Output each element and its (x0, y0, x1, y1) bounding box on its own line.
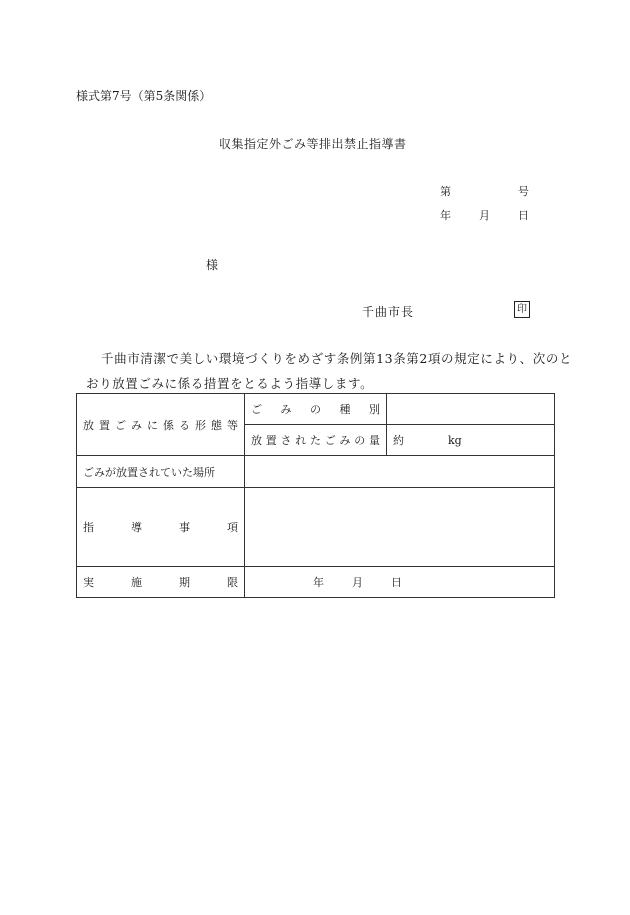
amount-prefix: 約 (393, 434, 404, 447)
date-year: 年 (440, 209, 451, 222)
document-title: 収集指定外ごみ等排出禁止指導書 (219, 137, 407, 151)
form-number: 様式第7号（第5条関係） (76, 89, 212, 103)
location-label: ごみが放置されていた場所 (83, 465, 215, 479)
doc-number-suffix: 号 (518, 185, 529, 198)
seal-mark: 印 (514, 301, 530, 318)
deadline-value[interactable] (245, 567, 555, 598)
garbage-type-label: ご み の 種 別 (251, 403, 380, 416)
deadline-day: 日 (391, 576, 402, 589)
table-row (77, 394, 555, 425)
garbage-amount-label-cell (245, 425, 387, 456)
recipient-honorific: 様 (206, 258, 219, 272)
guidance-table (76, 393, 555, 598)
deadline-label-cell (77, 567, 245, 598)
table-row (77, 567, 555, 598)
garbage-amount-label: 放 置 さ れ た ご み の 量 (251, 434, 380, 447)
table-row (77, 488, 555, 567)
deadline-year: 年 (313, 576, 324, 589)
issuer-name: 千曲市長 (362, 305, 415, 319)
body-text-line2: おり放置ごみに係る措置をとるよう指導します。 (86, 376, 374, 391)
date-day: 日 (518, 209, 529, 222)
amount-unit: kg (448, 434, 462, 447)
guidance-value[interactable] (245, 488, 555, 567)
garbage-amount-value[interactable] (387, 425, 555, 456)
doc-number-prefix: 第 (440, 185, 451, 198)
body-text-line1: 千曲市清潔で美しい環境づくりをめざす条例第13条第2項の規定により、次のと (101, 351, 573, 366)
garbage-type-value[interactable] (387, 394, 555, 425)
deadline-label: 実 施 期 限 (83, 576, 238, 589)
form-type-label-cell (77, 394, 245, 456)
garbage-type-label-cell (245, 394, 387, 425)
form-type-label: 放 置 ご み に 係 る 形 態 等 (83, 418, 238, 432)
location-label-cell (77, 456, 245, 488)
location-value[interactable] (245, 456, 555, 488)
guidance-label: 指 導 事 項 (83, 521, 238, 534)
table-row (77, 456, 555, 488)
guidance-label-cell (77, 488, 245, 567)
date-month: 月 (479, 209, 490, 222)
deadline-month: 月 (352, 576, 363, 589)
